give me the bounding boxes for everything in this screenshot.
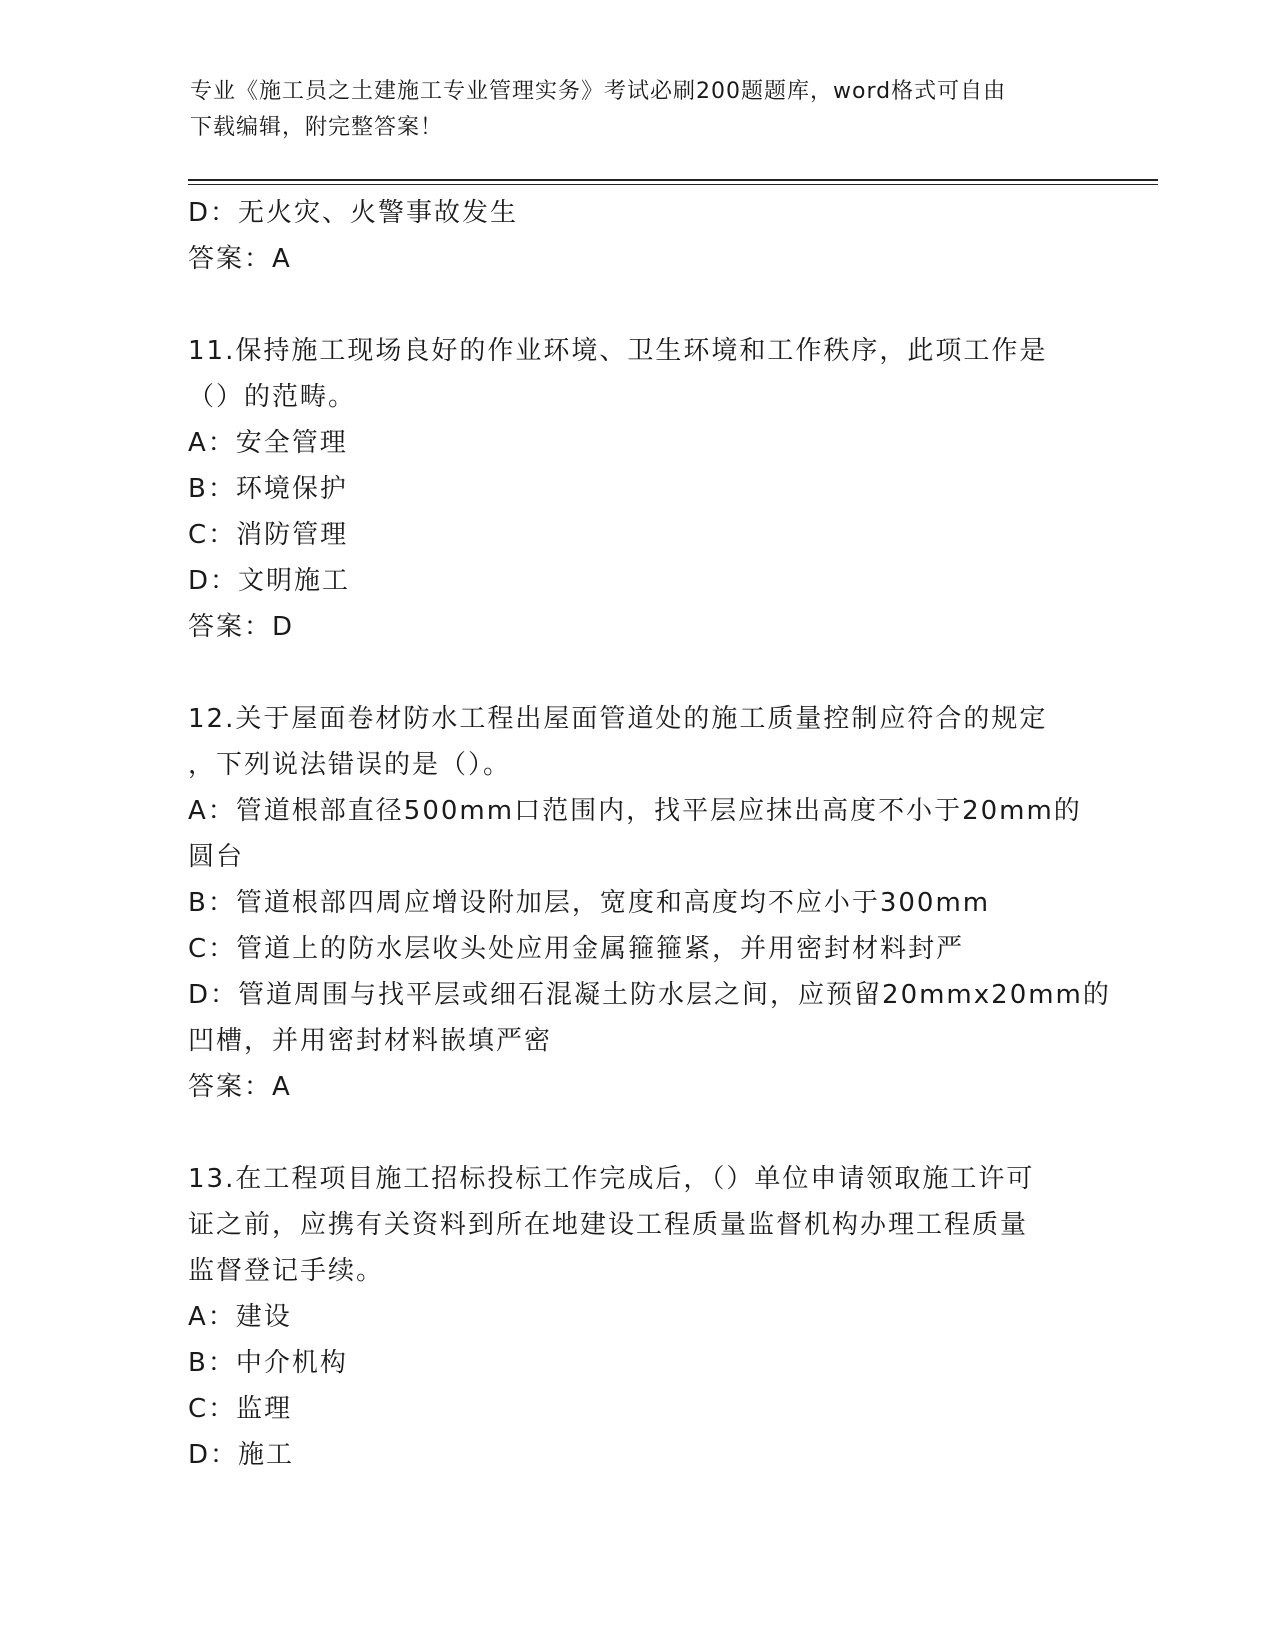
option-c: C：管道上的防水层收头处应用金属箍箍紧，并用密封材料封严 [188,934,965,964]
answer: 答案：D [188,612,295,642]
question-stem: 12.关于屋面卷材防水工程出屋面管道处的施工质量控制应符合的规定 [188,704,1048,734]
question-13 [188,1156,1088,1478]
question-stem-cont-2: 监督登记手续。 [188,1256,385,1286]
question-11 [188,328,1088,650]
header-divider-thick [188,179,1158,181]
option-a: A：安全管理 [188,428,348,458]
spacer [188,1110,1088,1156]
question-stem: 11.保持施工现场良好的作业环境、卫生环境和工作秩序，此项工作是 [188,336,1048,366]
option-b: B：中介机构 [188,1348,348,1378]
previous-question-tail [188,190,1088,282]
answer: 答案：A [188,1072,292,1102]
option-d: D：文明施工 [188,566,351,596]
option-c: C：消防管理 [188,520,349,550]
option-c: C：监理 [188,1394,293,1424]
option-d-cont: 凹槽，并用密封材料嵌填严密 [188,1026,553,1056]
header-line-2: 下载编辑，附完整答案！ [190,115,444,140]
option-a: A：建设 [188,1302,292,1332]
question-stem: 13.在工程项目施工招标投标工作完成后，（）单位申请领取施工许可 [188,1164,1035,1194]
document-header [190,74,1070,146]
spacer [188,650,1088,696]
question-12 [188,696,1111,1110]
question-content [188,190,1111,1478]
question-stem-cont: 证之前，应携有关资料到所在地建设工程质量监督机构办理工程质量 [188,1210,1029,1240]
answer: 答案：A [188,244,292,274]
option-b: B：环境保护 [188,474,348,504]
option-d: D：管道周围与找平层或细石混凝土防水层之间，应预留20mmx20mm的 [188,980,1111,1010]
header-divider-thin [188,184,1158,185]
question-stem-cont: ，下列说法错误的是（）。 [188,750,512,780]
option-d: D：施工 [188,1440,295,1470]
option-a: A：管道根部直径500mm口范围内，找平层应抹出高度不小于20mm的 [188,796,1082,826]
header-line-1: 专业《施工员之土建施工专业管理实务》考试必刷200题题库，word格式可自由 [190,79,1007,104]
option-b: B：管道根部四周应增设附加层，宽度和高度均不应小于300mm [188,888,991,918]
question-stem-cont: （）的范畴。 [188,382,357,412]
spacer [188,282,1088,328]
option-d: D：无火灾、火警事故发生 [188,198,519,228]
option-a-cont: 圆台 [188,842,245,872]
